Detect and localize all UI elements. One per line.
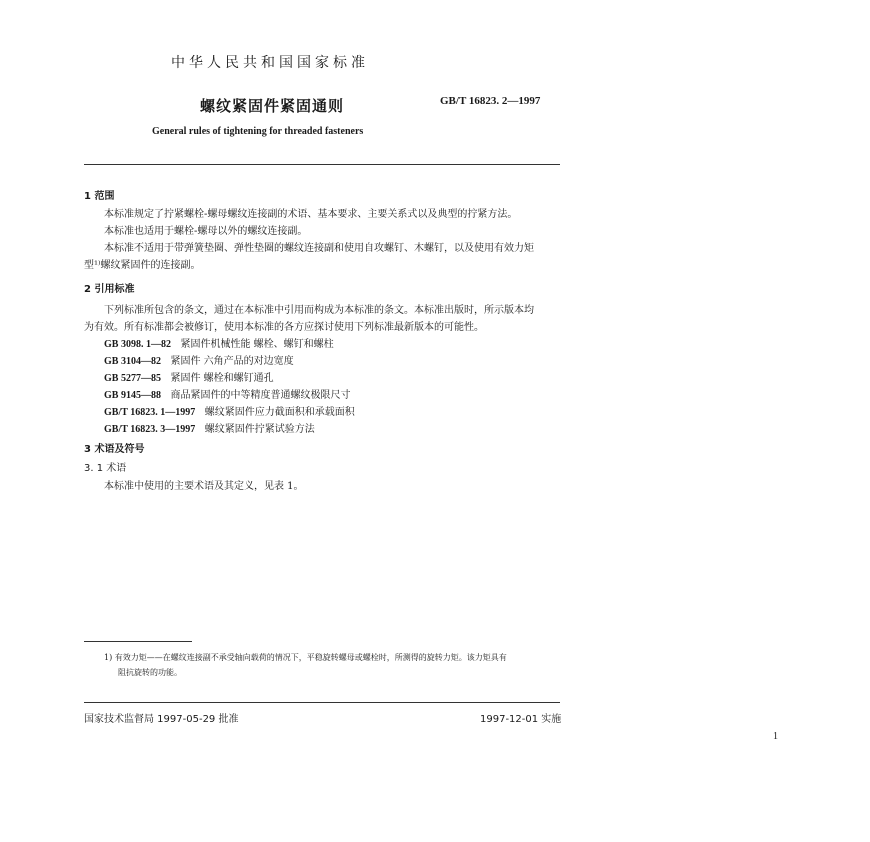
section-1-heading: 1 范围 — [84, 191, 115, 202]
reference-title: 紧固件机械性能 螺栓、螺钉和螺柱 — [180, 339, 334, 350]
reference-item — [104, 370, 274, 387]
section-3-1-heading: 3. 1 术语 — [84, 463, 127, 474]
section-1-para-2: 本标准也适用于螺栓-螺母以外的螺纹连接副。 — [104, 226, 308, 237]
section-2-para-1a: 下列标准所包含的条文，通过在本标准中引用而构成为本标准的条文。本标准出版时，所示版本均 — [104, 305, 534, 316]
effective-date: 1997-12-01 实施 — [480, 714, 562, 725]
document-title: 螺纹紧固件紧固通则 — [200, 97, 345, 115]
section-3-heading: 3 术语及符号 — [84, 444, 145, 455]
section-2-heading: 2 引用标准 — [84, 284, 135, 295]
reference-title: 紧固件 螺栓和螺钉通孔 — [170, 373, 274, 384]
section-2-para-1b: 为有效。所有标准都会被修订，使用本标准的各方应探讨使用下列标准最新版本的可能性。 — [84, 322, 484, 333]
reference-title: 商品紧固件的中等精度普通螺纹极限尺寸 — [170, 390, 351, 401]
section-1-para-1: 本标准规定了拧紧螺栓-螺母螺纹连接副的术语、基本要求、主要关系式以及典型的拧紧方法。 — [104, 209, 518, 220]
section-1-para-3b: 型¹⁾螺纹紧固件的连接副。 — [84, 260, 201, 271]
reference-item — [104, 421, 315, 438]
section-1-para-3a: 本标准不适用于带弹簧垫圈、弹性垫圈的螺纹连接副和使用自攻螺钉、木螺钉，以及使用有效力矩 — [104, 243, 534, 254]
document-code: GB/T 16823. 2—1997 — [440, 95, 541, 107]
approval-date: 国家技术监督局 1997-05-29 批准 — [84, 714, 239, 725]
national-standard-title: 中华人民共和国国家标准 — [171, 55, 369, 71]
document-title-english: General rules of tightening for threaded fasteners — [152, 126, 364, 137]
section-3-para-1: 本标准中使用的主要术语及其定义，见表 1。 — [104, 481, 304, 492]
reference-code: GB/T 16823. 3—1997 — [104, 424, 196, 435]
reference-code: GB 9145—88 — [104, 390, 161, 401]
footnote-line-2: 阻抗旋转的功能。 — [118, 668, 182, 677]
header-divider — [84, 164, 560, 165]
reference-code: GB/T 16823. 1—1997 — [104, 407, 196, 418]
reference-title: 紧固件 六角产品的对边宽度 — [170, 356, 294, 367]
reference-title: 螺纹紧固件拧紧试验方法 — [204, 424, 315, 435]
reference-item — [104, 404, 355, 421]
reference-item — [104, 353, 294, 370]
reference-item — [104, 336, 334, 353]
reference-code: GB 3104—82 — [104, 356, 161, 367]
page-number: 1 — [773, 731, 778, 742]
reference-title: 螺纹紧固件应力截面积和承载面积 — [204, 407, 355, 418]
footnote-line-1: 1) 有效力矩——在螺纹连接副不承受轴向载荷的情况下，平稳旋转螺母或螺栓时，所测得的旋转力矩。该力矩具有 — [104, 653, 507, 662]
reference-item — [104, 387, 351, 404]
reference-code: GB 5277—85 — [104, 373, 161, 384]
footer-divider — [84, 702, 560, 703]
reference-code: GB 3098. 1—82 — [104, 339, 171, 350]
footnote-divider — [84, 641, 192, 642]
